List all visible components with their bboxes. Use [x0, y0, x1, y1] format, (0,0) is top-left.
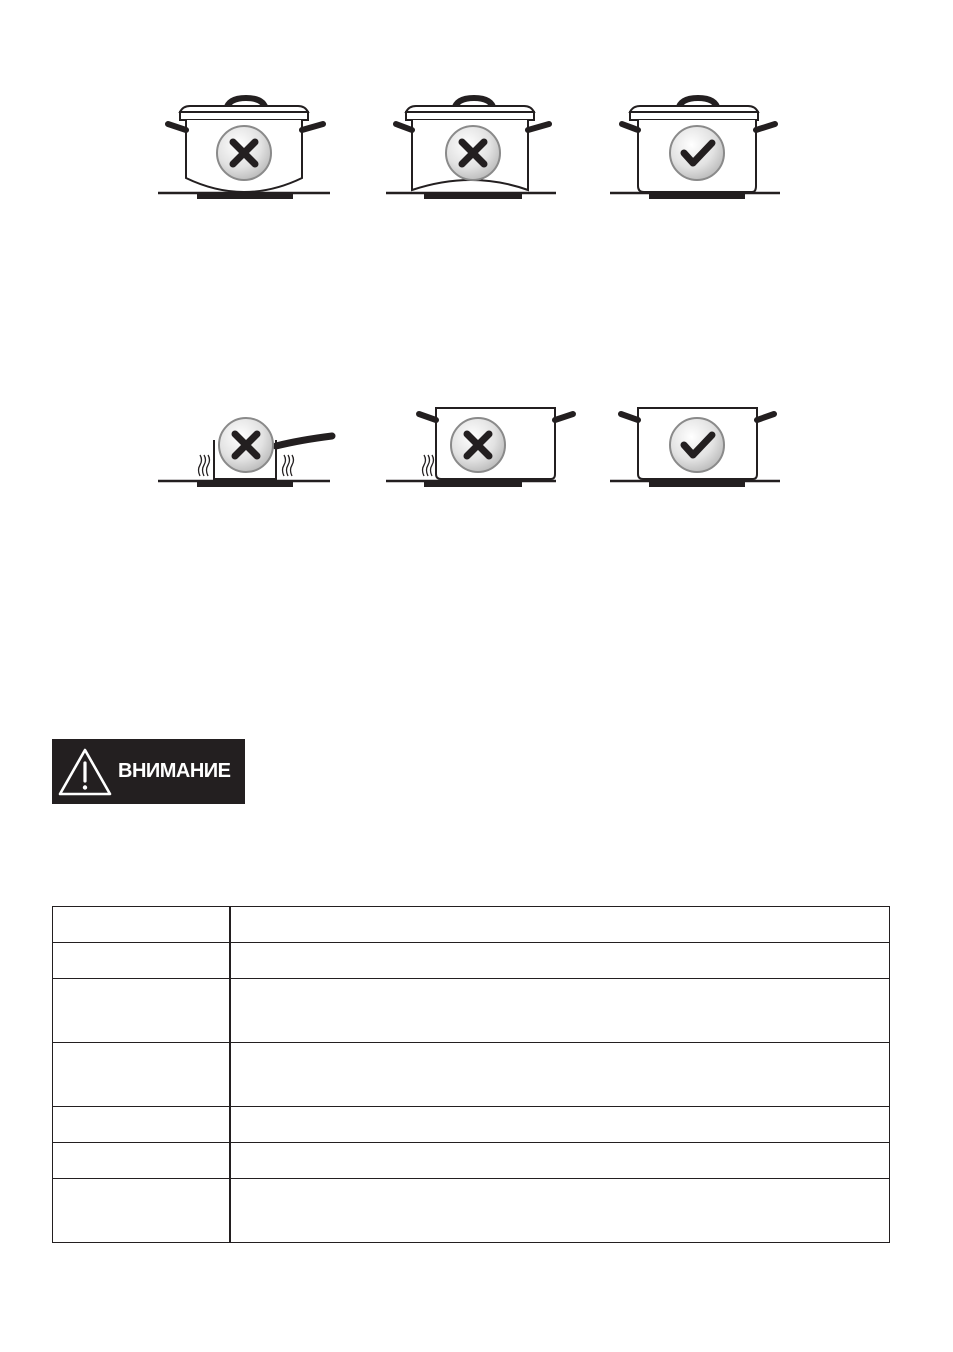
cookware-bottom-shape-illustrations	[150, 90, 800, 210]
warning-badge	[52, 739, 245, 804]
table-row	[53, 943, 890, 979]
warning-label: ВНИМАНИЕ	[118, 760, 231, 782]
table-cell-value	[230, 1107, 890, 1143]
table-cell-label	[53, 907, 231, 943]
table-cell-value	[230, 979, 890, 1043]
table-cell-value	[230, 943, 890, 979]
table-row	[53, 1179, 890, 1243]
heat-waves-icon	[423, 455, 434, 476]
table-row	[53, 1043, 890, 1107]
cross-badge-icon	[219, 418, 273, 472]
table-cell-label	[53, 943, 231, 979]
spec-table	[52, 906, 890, 1243]
table-cell-value	[230, 1143, 890, 1179]
cross-badge-icon	[217, 126, 271, 180]
table-cell-value	[230, 1043, 890, 1107]
warning-triangle-icon	[58, 747, 112, 797]
check-badge-icon	[670, 418, 724, 472]
cookware-size-illustrations	[150, 395, 800, 495]
table-cell-label	[53, 1179, 231, 1243]
cross-badge-icon	[446, 126, 500, 180]
table-cell-label	[53, 1107, 231, 1143]
table-cell-value	[230, 907, 890, 943]
cross-badge-icon	[451, 418, 505, 472]
table-cell-value	[230, 1179, 890, 1243]
table-cell-label	[53, 1043, 231, 1107]
table-row	[53, 1143, 890, 1179]
table-row	[53, 979, 890, 1043]
table-cell-label	[53, 979, 231, 1043]
table-row	[53, 907, 890, 943]
table-row	[53, 1107, 890, 1143]
table-cell-label	[53, 1143, 231, 1179]
check-badge-icon	[670, 126, 724, 180]
